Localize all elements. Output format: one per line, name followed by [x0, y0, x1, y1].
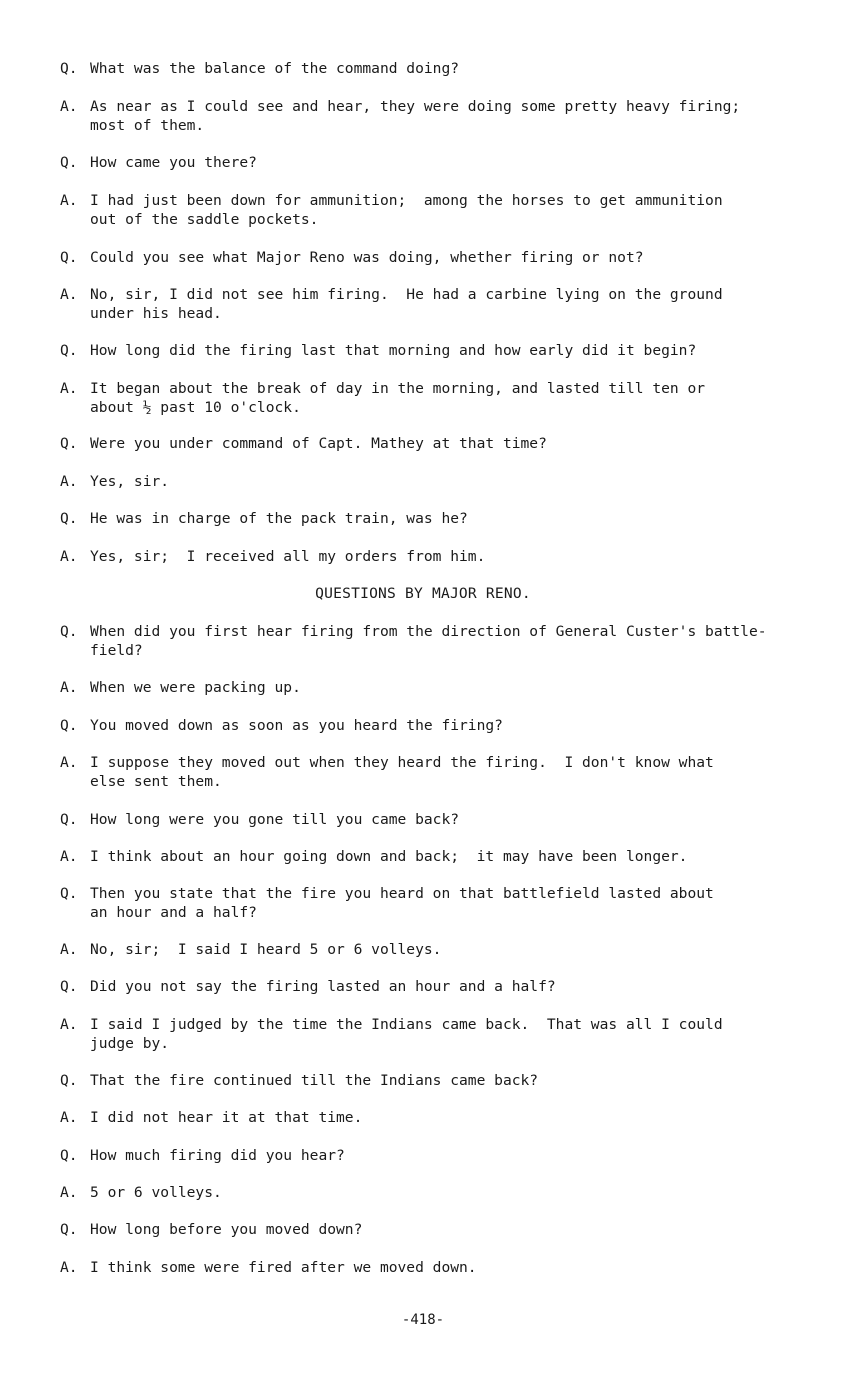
- question-text: How long did the firing last that morning and how early did it begin?: [90, 342, 697, 359]
- answer-text: I said I judged by the time the Indians came back. That was all I could judge by.: [90, 1016, 723, 1052]
- question-item: [60, 978, 820, 997]
- question-text: How came you there?: [90, 154, 257, 171]
- speaker-label: A.: [60, 941, 78, 958]
- question-item: [60, 154, 820, 173]
- question-item: [60, 885, 820, 922]
- question-item: [60, 249, 820, 268]
- speaker-label: A.: [60, 1259, 78, 1276]
- answer-text: As near as I could see and hear, they were doing some pretty heavy firing; most of them.: [90, 98, 741, 134]
- speaker-label: Q.: [60, 885, 78, 902]
- question-item: [60, 342, 820, 361]
- answer-item: [60, 679, 820, 698]
- question-item: [60, 1072, 820, 1091]
- section-heading: QUESTIONS BY MAJOR RENO.: [315, 585, 531, 602]
- speaker-label: Q.: [60, 1221, 78, 1238]
- answer-text: I had just been down for ammunition; among the horses to get ammunition out of the saddle pockets.: [90, 192, 723, 228]
- speaker-label: Q.: [60, 623, 78, 640]
- speaker-label: A.: [60, 679, 78, 696]
- answer-text: Yes, sir; I received all my orders from him.: [90, 548, 486, 565]
- question-text: How long were you gone till you came back?: [90, 811, 460, 828]
- answer-text: I did not hear it at that time.: [90, 1109, 363, 1126]
- speaker-label: A.: [60, 192, 78, 209]
- answer-text: I think about an hour going down and back; it may have been longer.: [90, 848, 688, 865]
- speaker-label: A.: [60, 1109, 78, 1126]
- answer-item: [60, 192, 820, 229]
- speaker-label: A.: [60, 98, 78, 115]
- answer-item: [60, 1016, 820, 1053]
- speaker-label: A.: [60, 473, 78, 490]
- speaker-label: A.: [60, 286, 78, 303]
- speaker-label: A.: [60, 848, 78, 865]
- question-item: [60, 717, 820, 736]
- question-text: He was in charge of the pack train, was he?: [90, 510, 468, 527]
- question-text: What was the balance of the command doing?: [90, 60, 460, 77]
- question-item: [60, 811, 820, 830]
- speaker-label: Q.: [60, 811, 78, 828]
- speaker-label: Q.: [60, 1147, 78, 1164]
- answer-text: No, sir, I did not see him firing. He had a carbine lying on the ground under his head.: [90, 286, 723, 322]
- question-text: Were you under command of Capt. Mathey at that time?: [90, 435, 547, 452]
- speaker-label: Q.: [60, 249, 78, 266]
- speaker-label: A.: [60, 548, 78, 565]
- question-text: When did you first hear firing from the direction of General Custer's battle- field?: [90, 623, 767, 659]
- question-text: Then you state that the fire you heard on that battlefield lasted about an hour and a half?: [90, 885, 714, 921]
- speaker-label: Q.: [60, 435, 78, 452]
- answer-item: [60, 473, 820, 492]
- speaker-label: Q.: [60, 978, 78, 995]
- page-number: -418-: [401, 1312, 445, 1328]
- question-text: Could you see what Major Reno was doing, whether firing or not?: [90, 249, 644, 266]
- question-item: [60, 623, 820, 660]
- question-item: [60, 1221, 820, 1240]
- answer-item: [60, 1184, 820, 1203]
- speaker-label: A.: [60, 380, 78, 397]
- question-text: How long before you moved down?: [90, 1221, 363, 1238]
- answer-item: [60, 754, 820, 791]
- speaker-label: Q.: [60, 342, 78, 359]
- answer-item: [60, 1259, 820, 1278]
- answer-text: When we were packing up.: [90, 679, 301, 696]
- answer-text: Yes, sir.: [90, 473, 170, 490]
- answer-item: [60, 1109, 820, 1128]
- question-item: [60, 510, 820, 529]
- answer-item: [60, 286, 820, 323]
- speaker-label: A.: [60, 754, 78, 771]
- speaker-label: Q.: [60, 1072, 78, 1089]
- answer-item: [60, 380, 820, 417]
- answer-item: [60, 548, 820, 567]
- answer-text: I think some were fired after we moved down.: [90, 1259, 477, 1276]
- question-item: [60, 1147, 820, 1166]
- speaker-label: A.: [60, 1016, 78, 1033]
- speaker-label: A.: [60, 1184, 78, 1201]
- question-text: How much firing did you hear?: [90, 1147, 345, 1164]
- answer-item: [60, 98, 820, 135]
- speaker-label: Q.: [60, 510, 78, 527]
- question-text: Did you not say the firing lasted an hour and a half?: [90, 978, 556, 995]
- answer-text: 5 or 6 volleys.: [90, 1184, 222, 1201]
- speaker-label: Q.: [60, 60, 78, 77]
- answer-text: I suppose they moved out when they heard the firing. I don't know what else sent them.: [90, 754, 714, 790]
- answer-item: [60, 848, 820, 867]
- answer-text: No, sir; I said I heard 5 or 6 volleys.: [90, 941, 442, 958]
- question-item: [60, 60, 820, 79]
- question-item: [60, 435, 820, 454]
- answer-item: [60, 941, 820, 960]
- answer-text: It began about the break of day in the morning, and lasted till ten or about ½ past 10 o'clock.: [90, 380, 706, 416]
- speaker-label: Q.: [60, 717, 78, 734]
- question-text: You moved down as soon as you heard the firing?: [90, 717, 503, 734]
- question-text: That the fire continued till the Indians came back?: [90, 1072, 539, 1089]
- speaker-label: Q.: [60, 154, 78, 171]
